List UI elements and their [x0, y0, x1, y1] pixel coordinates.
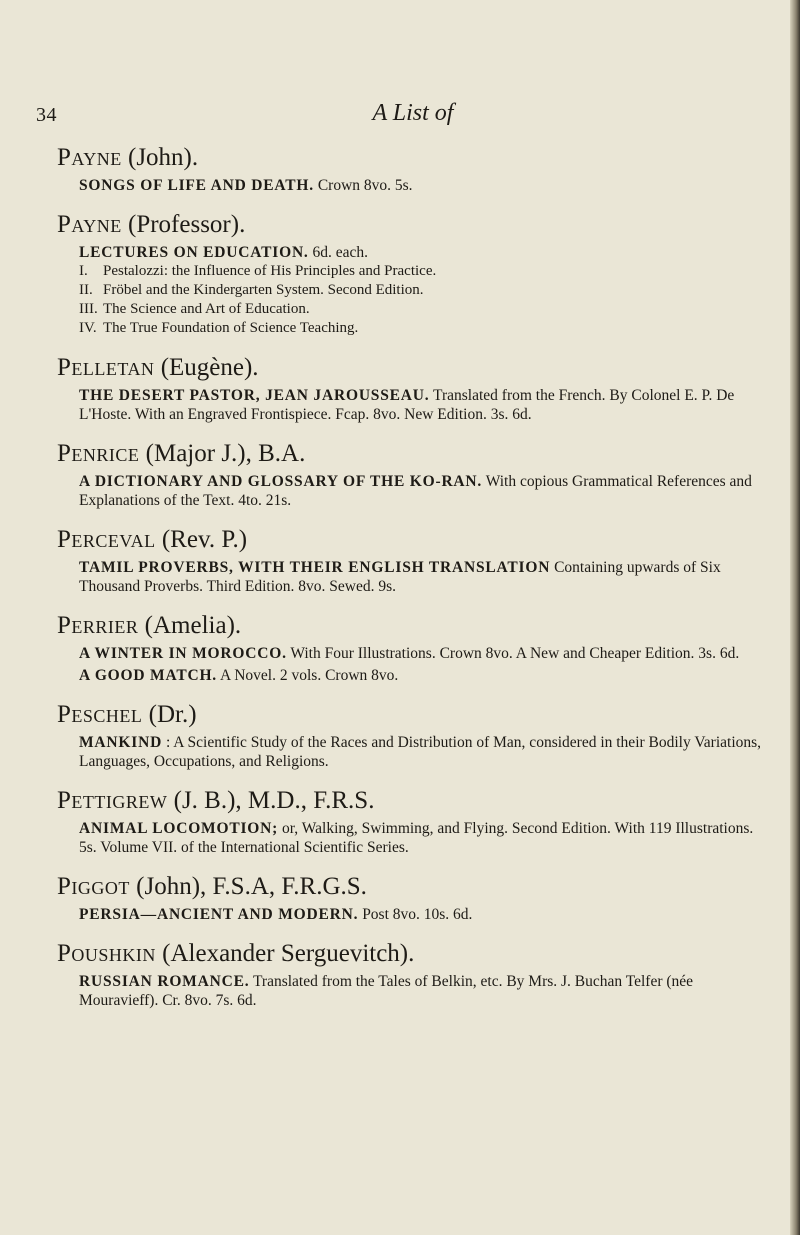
author-details: (John), F.S.A, F.R.G.S. [129, 873, 367, 900]
work-description: Translated from the French. By Colonel E. P. De L'Hoste. With an Engraved Frontispiece. Fcap. 8vo. New Edition. 3s. 6d. [79, 387, 735, 423]
lecture-number: IV. [79, 320, 97, 336]
work-entry [57, 905, 769, 924]
author-details: (Major J.), B.A. [139, 440, 306, 467]
lecture-title: The True Foundation of Science Teaching. [103, 320, 359, 336]
work-description: Crown 8vo. 5s. [313, 177, 413, 194]
catalogue-entry [57, 938, 769, 1010]
work-entry [57, 472, 769, 510]
work-description: 6d. each. [308, 244, 369, 261]
lecture-number: I. [79, 263, 88, 279]
catalogue-entry [57, 438, 769, 510]
lecture-title: The Science and Art of Education. [103, 301, 310, 317]
author-heading [57, 142, 769, 173]
catalogue-entry [57, 785, 769, 857]
work-description: : A Scientific Study of the Races and Distribution of Man, considered in their Bodily Variations, Languages, Occupations, and Religions. [79, 734, 762, 770]
work-title: MANKIND [79, 734, 163, 751]
work-description: Post 8vo. 10s. 6d. [358, 906, 473, 923]
author-surname: Perceval [57, 526, 156, 553]
lecture-number: II. [79, 282, 93, 298]
author-details: (J. B.), M.D., F.R.S. [167, 787, 375, 814]
work-entry [57, 644, 769, 663]
work-entry [57, 558, 769, 596]
author-surname: Pettigrew [57, 787, 168, 814]
running-title: A List of [372, 100, 454, 126]
author-heading [57, 209, 769, 240]
author-surname: Perrier [57, 612, 139, 639]
page-number: 34 [36, 104, 57, 126]
lecture-item [57, 319, 769, 338]
author-details: (John). [121, 144, 199, 171]
author-surname: Payne [57, 211, 122, 238]
author-heading [57, 785, 769, 816]
work-entry [57, 733, 769, 771]
work-description: With copious Grammatical References and Explanations of the Text. 4to. 21s. [79, 473, 752, 509]
author-surname: Penrice [57, 440, 140, 467]
work-title: PERSIA—ANCIENT AND MODERN. [79, 906, 359, 923]
work-description: or, Walking, Swimming, and Flying. Second Edition. With 119 Illustrations. 5s. Volume VII. of the International Scientific Series. [79, 820, 754, 856]
work-entry [57, 666, 769, 685]
work-entry [57, 819, 769, 857]
lecture-title: Fröbel and the Kindergarten System. Second Edition. [103, 282, 424, 298]
catalogue-entry [57, 142, 769, 195]
catalogue-list [57, 142, 769, 1024]
author-heading [57, 699, 769, 730]
work-title: A GOOD MATCH. [79, 667, 217, 684]
work-description: Containing upwards of Six Thousand Proverbs. Third Edition. 8vo. Sewed. 9s. [79, 559, 721, 595]
author-heading [57, 610, 769, 641]
page-edge-shadow [790, 0, 800, 1235]
work-entry [57, 176, 769, 195]
author-details: (Alexander Serguevitch). [155, 940, 415, 967]
author-surname: Poushkin [57, 940, 156, 967]
author-details: (Rev. P.) [155, 526, 248, 553]
work-description: With Four Illustrations. Crown 8vo. A New and Cheaper Edition. 3s. 6d. [286, 645, 740, 662]
author-details: (Amelia). [138, 612, 242, 639]
author-details: (Eugène). [154, 354, 259, 381]
catalogue-entry [57, 209, 769, 338]
lecture-item [57, 281, 769, 300]
catalogue-entry [57, 699, 769, 771]
author-heading [57, 938, 769, 969]
author-heading [57, 524, 769, 555]
work-title: A WINTER IN MOROCCO. [79, 645, 287, 662]
work-entry [57, 243, 769, 262]
work-description: Translated from the Tales of Belkin, etc. By Mrs. J. Buchan Telfer (née Mouravieff). Cr. 8vo. 7s. 6d. [79, 973, 694, 1009]
lecture-number: III. [79, 301, 98, 317]
author-surname: Piggot [57, 873, 130, 900]
catalogue-entry [57, 352, 769, 424]
author-heading [57, 438, 769, 469]
catalogue-entry [57, 871, 769, 924]
lecture-item [57, 300, 769, 319]
work-description: A Novel. 2 vols. Crown 8vo. [217, 667, 399, 684]
work-title: THE DESERT PASTOR, JEAN JAROUSSEAU. [79, 387, 430, 404]
work-title: TAMIL PROVERBS, WITH THEIR ENGLISH TRANSLATION [79, 559, 551, 576]
work-title: A DICTIONARY AND GLOSSARY OF THE KO-RAN. [79, 473, 483, 490]
author-details: (Professor). [121, 211, 246, 238]
author-surname: Peschel [57, 701, 143, 728]
author-surname: Payne [57, 144, 122, 171]
work-title: ANIMAL LOCOMOTION; [79, 820, 279, 837]
lecture-title: Pestalozzi: the Influence of His Principles and Practice. [103, 263, 437, 279]
work-entry [57, 386, 769, 424]
work-title: RUSSIAN ROMANCE. [79, 973, 250, 990]
author-surname: Pelletan [57, 354, 155, 381]
catalogue-entry [57, 610, 769, 685]
author-details: (Dr.) [142, 701, 197, 728]
author-heading [57, 352, 769, 383]
work-entry [57, 972, 769, 1010]
work-title: SONGS OF LIFE AND DEATH. [79, 177, 314, 194]
running-head [36, 100, 760, 130]
author-heading [57, 871, 769, 902]
lecture-item [57, 262, 769, 281]
catalogue-entry [57, 524, 769, 596]
work-title: LECTURES ON EDUCATION. [79, 244, 309, 261]
